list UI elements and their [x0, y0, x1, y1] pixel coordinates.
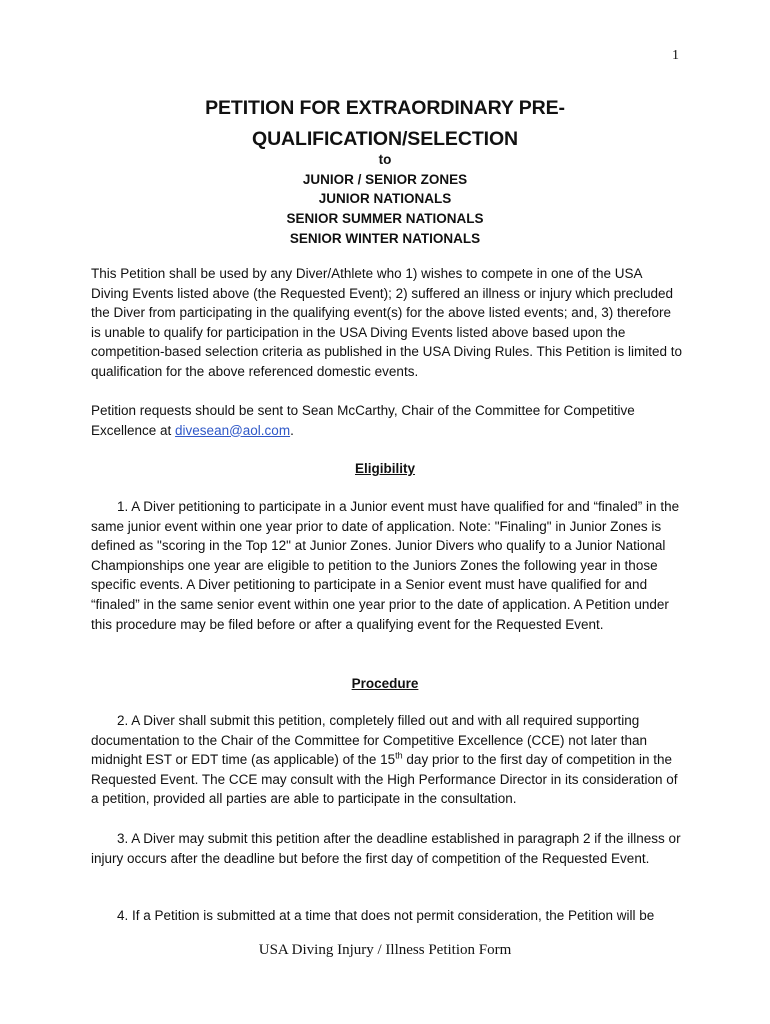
p2-text: 2. A Diver shall submit this petition, completely filled out and with all required supporting documentation to the Chair of the Committee for Competitive Excellence (CCE) not later than midnight EST or EDT time (as applicable) of the 15 [91, 713, 648, 768]
intro-paragraph: This Petition shall be used by any Diver/Athlete who 1) wishes to compete in one of the USA Diving Events listed above (the Requested Event); 2) suffered an illness or injury which precluded the Diver from participating in the qualifying event(s) for the above listed events; and, 3) therefore is unable to qualify for participation in the USA Diving Events listed above based upon the competition-based selection criteria as published in the USA Diving Rules. This Petition is limited to qualification for the above referenced domestic events. [91, 266, 683, 379]
title-line-1: PETITION FOR EXTRAORDINARY PRE- [205, 97, 565, 119]
eligibility-heading: Eligibility [354, 461, 415, 476]
to-label: to [378, 152, 392, 167]
event-item: JUNIOR / SENIOR ZONES [302, 171, 468, 187]
eligibility-paragraph: 1. A Diver petitioning to participate in a Junior event must have qualified for and “finaled” in the same junior event within one year prior to date of application. Note: "Finaling" in Junior Zones is defined as "scoring in the Top 12" at Junior Zones. Junior Divers who qualify to a Junior National Championships one year are eligible to petition to the Juniors Zones the following year in those specific events. A Diver petitioning to participate in a Senior event must have qualified for and “finaled” in the same senior event within one year prior to the date of application. A Petition under this procedure may be filed before or after a qualifying event for the Requested Event. [91, 499, 680, 632]
procedure-paragraph-3: 3. A Diver may submit this petition after the deadline established in paragraph 2 if the illness or injury occurs after the deadline but before the first day of competition of the Requested Event. [91, 831, 681, 866]
event-list [91, 150, 679, 249]
requests-paragraph [91, 401, 683, 440]
requests-text: Petition requests should be sent to Sean McCarthy, Chair of the Committee for Competitive Excellence at [91, 403, 635, 438]
event-item: SENIOR WINTER NATIONALS [289, 230, 481, 246]
p2-text-rest: day prior to the first day of competition in the Requested Event. The CCE may consult with the High Performance Director in its consideration of a petition, provided all parties are able to participate in the consultation. [91, 752, 678, 807]
procedure-heading: Procedure [351, 676, 419, 691]
event-item: JUNIOR NATIONALS [318, 191, 452, 207]
title-line-2: QUALIFICATION/SELECTION [252, 128, 518, 150]
email-link[interactable]: divesean@aol.com [175, 422, 291, 438]
page-title [91, 93, 679, 155]
procedure-paragraph-4: 4. If a Petition is submitted at a time that does not permit consideration, the Petition will be [117, 908, 655, 923]
p2-superscript: th [395, 750, 403, 761]
event-item: SENIOR SUMMER NATIONALS [286, 211, 484, 227]
requests-end: . [290, 422, 294, 438]
procedure-paragraph-2 [91, 711, 683, 809]
page-footer: USA Diving Injury / Illness Petition Form [258, 942, 512, 958]
page-number: 1 [672, 48, 679, 63]
